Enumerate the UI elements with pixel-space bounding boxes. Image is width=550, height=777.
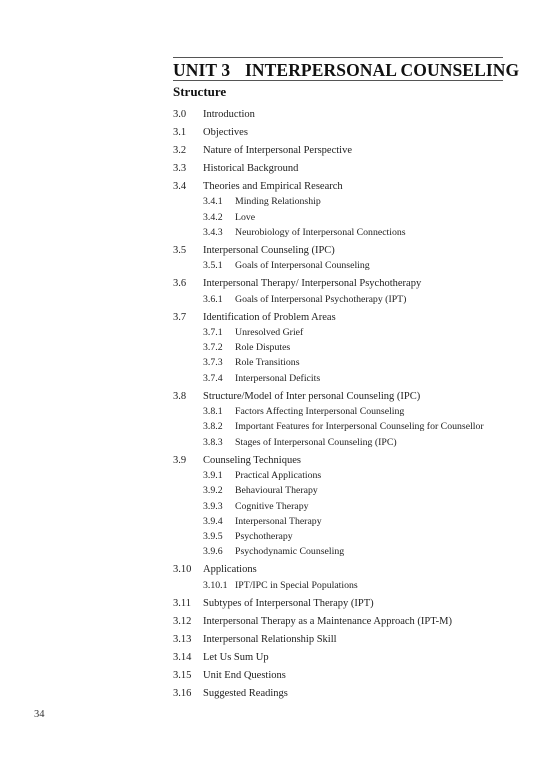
toc-number: 3.8 bbox=[173, 390, 187, 402]
toc-number: 3.10 bbox=[173, 564, 192, 576]
toc-number: 3.6.1 bbox=[203, 293, 223, 305]
toc-number: 3.8.2 bbox=[203, 421, 223, 433]
toc-title: Historical Background bbox=[203, 163, 299, 174]
toc-number: 3.0 bbox=[173, 109, 187, 120]
toc-number: 3.9.2 bbox=[203, 485, 223, 497]
toc-title: Important Features for Interpersonal Counseling for Counsellor bbox=[235, 421, 484, 433]
toc-title: Nature of Interpersonal Perspective bbox=[203, 145, 352, 156]
toc-title: Subtypes of Interpersonal Therapy (IPT) bbox=[203, 597, 374, 609]
toc-title: Applications bbox=[203, 564, 257, 576]
toc-number: 3.12 bbox=[173, 615, 192, 627]
toc-number: 3.5 bbox=[173, 244, 187, 256]
toc-title: Introduction bbox=[203, 109, 255, 120]
toc-number: 3.16 bbox=[173, 687, 192, 699]
bottom-rule bbox=[173, 80, 503, 81]
toc-number: 3.10.1 bbox=[203, 579, 228, 591]
toc-title: Theories and Empirical Research bbox=[203, 181, 343, 192]
toc-number: 3.4 bbox=[173, 181, 187, 192]
toc-title: Objectives bbox=[203, 127, 248, 138]
toc-title: Practical Applications bbox=[235, 469, 322, 481]
toc-number: 3.9.4 bbox=[203, 515, 223, 527]
toc-title: Interpersonal Counseling (IPC) bbox=[203, 244, 335, 256]
unit-heading bbox=[173, 60, 519, 81]
toc-title: Factors Affecting Interpersonal Counseling bbox=[235, 406, 405, 417]
toc-title: Cognitive Therapy bbox=[235, 500, 309, 512]
toc-title: Psychotherapy bbox=[235, 531, 293, 543]
toc-number: 3.8.3 bbox=[203, 436, 223, 448]
toc-title: Suggested Readings bbox=[203, 687, 288, 699]
toc-number: 3.9.1 bbox=[203, 469, 223, 481]
toc-number: 3.9.5 bbox=[203, 531, 223, 543]
toc-title: Role Transitions bbox=[235, 357, 300, 369]
toc-number: 3.7.1 bbox=[203, 326, 223, 338]
toc-title: Interpersonal Therapy as a Maintenance Approach (IPT-M) bbox=[203, 615, 452, 627]
toc-number: 3.7.3 bbox=[203, 357, 223, 369]
unit-title: INTERPERSONAL COUNSELING bbox=[245, 60, 520, 80]
structure-heading: Structure bbox=[173, 84, 227, 99]
toc-number: 3.4.3 bbox=[203, 226, 223, 238]
toc-title: Behavioural Therapy bbox=[235, 485, 318, 497]
toc-number: 3.4.2 bbox=[203, 211, 223, 223]
toc-number: 3.1 bbox=[173, 127, 187, 138]
toc-title: Identification of Problem Areas bbox=[203, 311, 336, 323]
unit-number: UNIT 3 bbox=[173, 60, 231, 80]
toc-title: Unit End Questions bbox=[203, 669, 286, 681]
toc-number: 3.11 bbox=[173, 597, 191, 609]
toc-title: Let Us Sum Up bbox=[203, 651, 269, 663]
toc-title: Goals of Interpersonal Counseling bbox=[235, 260, 370, 272]
toc-number: 3.9 bbox=[173, 454, 187, 466]
toc-title: Interpersonal Relationship Skill bbox=[203, 633, 337, 645]
top-rule bbox=[173, 57, 503, 58]
page-number: 34 bbox=[34, 709, 45, 720]
toc-number: 3.15 bbox=[173, 669, 192, 681]
toc-title: Psychodynamic Counseling bbox=[235, 546, 345, 558]
toc-title: Love bbox=[235, 211, 256, 223]
toc-number: 3.9.3 bbox=[203, 500, 223, 512]
toc-number: 3.3 bbox=[173, 163, 187, 174]
toc-number: 3.5.1 bbox=[203, 260, 223, 272]
toc-number: 3.14 bbox=[173, 651, 192, 663]
toc-title: Interpersonal Therapy/ Interpersonal Psychotherapy bbox=[203, 278, 422, 290]
toc-number: 3.2 bbox=[173, 145, 187, 156]
toc-title: IPT/IPC in Special Populations bbox=[235, 579, 358, 591]
toc-title: Stages of Interpersonal Counseling (IPC) bbox=[235, 436, 397, 448]
toc-title: Structure/Model of Inter personal Counseling (IPC) bbox=[203, 390, 421, 402]
toc-title: Minding Relationship bbox=[235, 196, 321, 208]
toc-title: Role Disputes bbox=[235, 342, 291, 354]
toc-title: Counseling Techniques bbox=[203, 454, 301, 466]
toc-number: 3.13 bbox=[173, 633, 192, 645]
toc-title: Interpersonal Therapy bbox=[235, 515, 322, 527]
toc-number: 3.7.4 bbox=[203, 372, 223, 384]
toc-title: Unresolved Grief bbox=[235, 326, 304, 338]
toc-number: 3.7.2 bbox=[203, 342, 223, 354]
toc-title: Interpersonal Deficits bbox=[235, 372, 321, 384]
toc-number: 3.8.1 bbox=[203, 406, 223, 417]
toc-number: 3.6 bbox=[173, 278, 187, 290]
toc-number: 3.4.1 bbox=[203, 196, 223, 208]
toc-title: Goals of Interpersonal Psychotherapy (IPT) bbox=[235, 293, 407, 305]
toc-title: Neurobiology of Interpersonal Connections bbox=[235, 226, 406, 238]
toc-number: 3.9.6 bbox=[203, 546, 223, 558]
toc-number: 3.7 bbox=[173, 311, 187, 323]
